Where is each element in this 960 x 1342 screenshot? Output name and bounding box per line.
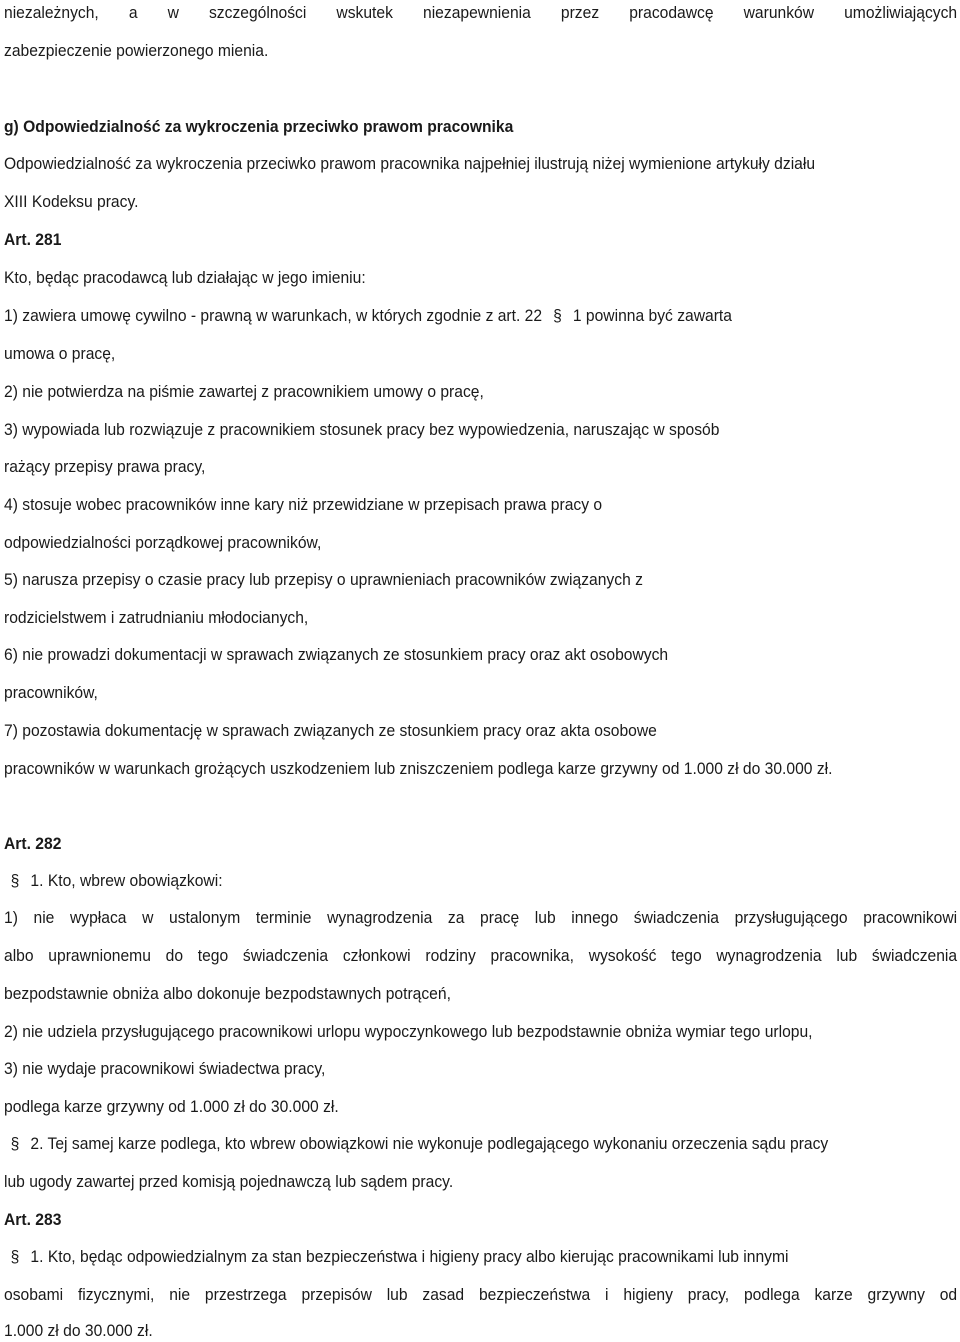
section-g-text-1: Odpowiedzialność za wykroczenia przeciwko prawom pracownika najpełniej ilustrują niżej wymienione artykuły działu [4,154,816,173]
art-282-title-number: 282 [35,834,62,853]
art-281-item-5b: rodzicielstwem i zatrudnianiu młodocianych, [4,608,309,627]
art-282-item-1b: albo uprawnionemu do tego świadczenia członkowi rodziny pracownika, wysokość tego wynagrodzenia lub świadczenia [4,946,958,965]
art-281-item-5a: 5) narusza przepisy o czasie pracy lub przepisy o uprawnieniach pracowników związanych z [4,570,643,589]
art-281-item-4b: odpowiedzialności porządkowej pracowników, [4,533,322,552]
art-281-title [4,229,880,251]
art-281-item-7b: pracowników w warunkach grożących uszkodzeniem lub zniszczeniem podlega karze grzywny od 1.000 zł do 30.000 zł. [4,759,833,778]
art-282-item-1c: bezpodstawnie obniża albo dokonuje bezpodstawnych potrąceń, [4,984,451,1003]
art-283-para-1b: osobami fizycznymi, nie przestrzega przepisów lub zasad bezpieczeństwa i higieny pracy, podlega karze grzywny od [4,1285,958,1304]
art-282-para-1-lead [4,870,880,892]
art-283-para-1c: 1.000 zł do 30.000 zł. [4,1321,153,1340]
intro-line-1: niezależnych, a w szczególności wskutek niezapewnienia przez pracodawcę warunków umożliwiających [4,3,958,22]
art-281-lead: Kto, będąc pracodawcą lub działając w jego imieniu: [4,268,366,287]
art-283-para-1a [4,1246,880,1268]
art-281-title-number: 281 [35,230,62,249]
art-281-item-1b: umowa o pracę, [4,344,116,363]
art-282-penalty: podlega karze grzywny od 1.000 zł do 30.000 zł. [4,1097,339,1116]
art-281-item-3a: 3) wypowiada lub rozwiązuje z pracownikiem stosunek pracy bez wypowiedzenia, naruszając w sposób [4,420,720,439]
art-282-para-2a [4,1133,880,1155]
art-282-para-2a-text: 2. Tej samej karze podlega, kto wbrew obowiązkowi nie wykonuje podlegającego wykonaniu orzeczenia sądu pracy [30,1134,829,1153]
art-281-item-1a-before: 1) zawiera umowę cywilno - prawną w warunkach, w których zgodnie z art. 22 [4,306,543,325]
art-282-item-1a: 1) nie wypłaca w ustalonym terminie wynagrodzenia za pracę lub innego świadczenia przysługującego pracownikowi [4,908,958,927]
section-sign: § [553,306,562,325]
art-282-title-prefix: Art. [4,834,31,853]
art-283-title [4,1209,880,1231]
art-282-title [4,833,880,855]
art-281-title-prefix: Art. [4,230,31,249]
art-282-para-1-text: 1. Kto, wbrew obowiązkowi: [30,871,223,890]
art-281-item-1a [4,305,880,327]
section-sign: § [10,1247,20,1266]
art-281-item-3b: rażący przepisy prawa pracy, [4,457,206,476]
art-283-title-number: 283 [35,1210,62,1229]
art-282-para-2b: lub ugody zawartej przed komisją pojednawczą lub sądem pracy. [4,1172,454,1191]
section-g-text-2: XIII Kodeksu pracy. [4,192,139,211]
art-281-item-1a-after: 1 powinna być zawarta [572,306,732,325]
art-282-item-2: 2) nie udziela przysługującego pracownikowi urlopu wypoczynkowego lub bezpodstawnie obniża wymiar tego urlopu, [4,1022,813,1041]
art-281-item-6a: 6) nie prowadzi dokumentacji w sprawach związanych ze stosunkiem pracy oraz akt osobowych [4,645,669,664]
art-281-item-2: 2) nie potwierdza na piśmie zawartej z pracownikiem umowy o pracę, [4,382,484,401]
section-sign: § [10,1134,20,1153]
section-sign: § [10,871,20,890]
intro-line-2: zabezpieczenie powierzonego mienia. [4,41,269,60]
art-282-item-3: 3) nie wydaje pracownikowi świadectwa pracy, [4,1059,326,1078]
section-g-heading: g) Odpowiedzialność za wykroczenia przeciwko prawom pracownika [4,117,514,136]
art-281-item-6b: pracowników, [4,683,98,702]
art-283-para-1a-text: 1. Kto, będąc odpowiedzialnym za stan bezpieczeństwa i higieny pracy albo kierując pracownikami lub innymi [30,1247,789,1266]
art-281-item-4a: 4) stosuje wobec pracowników inne kary niż przewidziane w przepisach prawa pracy o [4,495,603,514]
art-283-title-prefix: Art. [4,1210,31,1229]
art-281-item-7a: 7) pozostawia dokumentację w sprawach związanych ze stosunkiem pracy oraz akta osobowe [4,721,657,740]
